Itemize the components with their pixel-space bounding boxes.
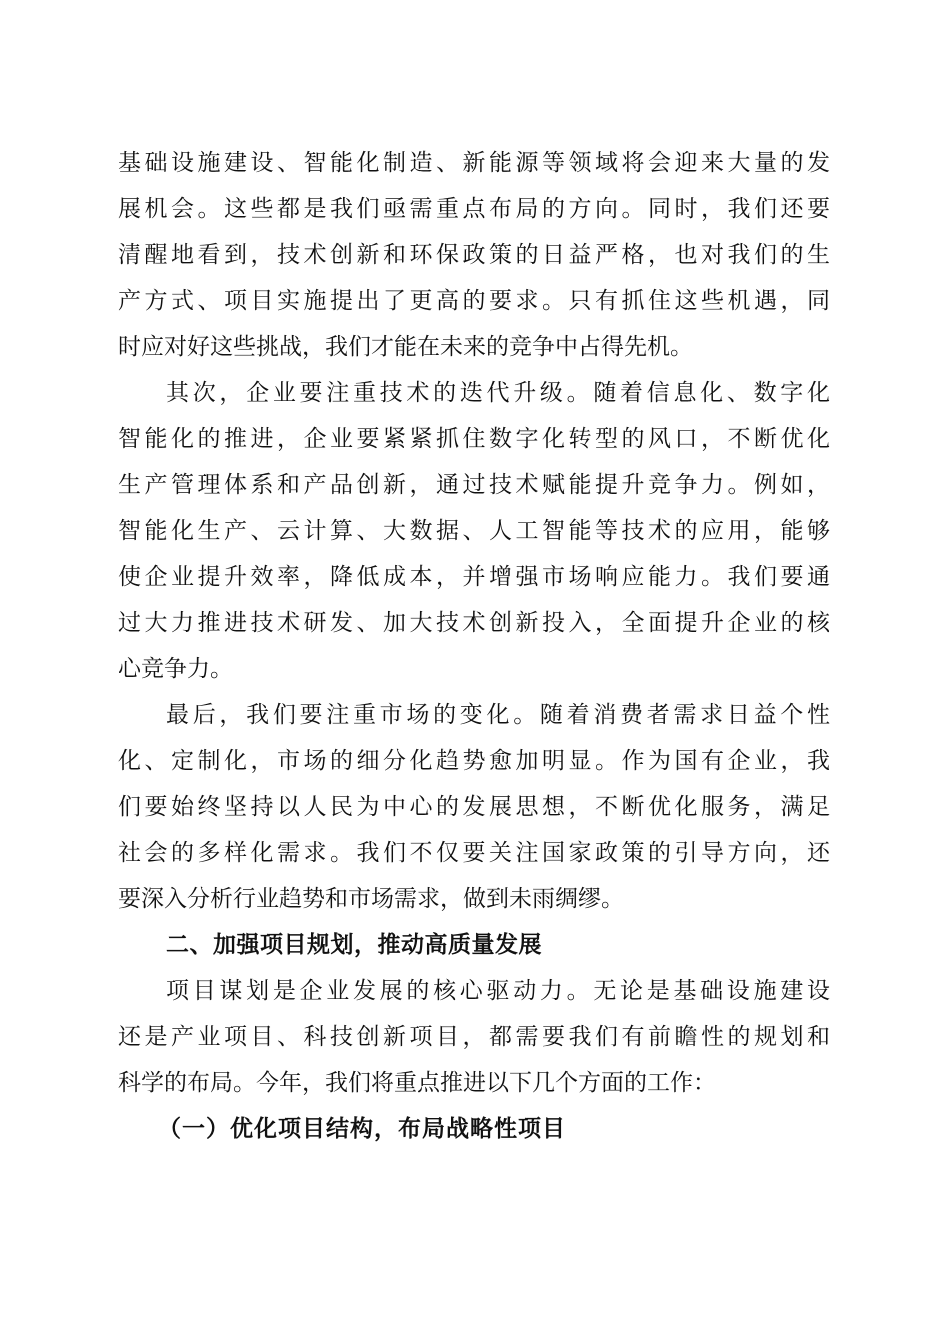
section-heading: 二、加强项目规划，推动高质量发展 (166, 932, 542, 958)
paragraph-2 (118, 370, 830, 692)
subsection-heading: （一）优化项目结构，布局战略性项目 (158, 1116, 566, 1142)
text-line: 生产管理体系和产品创新，通过技术赋能提升竞争力。例如， (118, 472, 830, 498)
text-line: 产方式、项目实施提出了更高的要求。只有抓住这些机遇，同 (118, 288, 830, 314)
paragraph-3 (118, 692, 830, 922)
text-line: 使企业提升效率，降低成本，并增强市场响应能力。我们要通 (118, 564, 830, 590)
text-line: 其次，企业要注重技术的迭代升级。随着信息化、数字化 (166, 380, 830, 406)
paragraph-4 (118, 968, 830, 1106)
text-line: 项目谋划是企业发展的核心驱动力。无论是基础设施建设 (166, 978, 830, 1004)
text-line: 清醒地看到，技术创新和环保政策的日益严格，也对我们的生 (118, 242, 830, 268)
text-line: 们要始终坚持以人民为中心的发展思想，不断优化服务，满足 (118, 794, 830, 820)
text-line: 化、定制化，市场的细分化趋势愈加明显。作为国有企业，我 (118, 748, 830, 774)
text-line: 科学的布局。今年，我们将重点推进以下几个方面的工作： (118, 1070, 716, 1096)
paragraph-1 (118, 140, 830, 370)
document-body (118, 140, 830, 1152)
text-line: 基础设施建设、智能化制造、新能源等领域将会迎来大量的发 (118, 150, 830, 176)
text-line: 智能化的推进，企业要紧紧抓住数字化转型的风口，不断优化 (118, 426, 830, 452)
text-line: 要深入分析行业趋势和市场需求，做到未雨绸缪。 (118, 886, 624, 912)
text-line: 过大力推进技术研发、加大技术创新投入，全面提升企业的核 (118, 610, 830, 636)
text-line: 展机会。这些都是我们亟需重点布局的方向。同时，我们还要 (118, 196, 830, 222)
text-line: 还是产业项目、科技创新项目，都需要我们有前瞻性的规划和 (118, 1024, 830, 1050)
text-line: 最后，我们要注重市场的变化。随着消费者需求日益个性 (166, 702, 830, 728)
text-line: 时应对好这些挑战，我们才能在未来的竞争中占得先机。 (118, 334, 693, 360)
text-line: 社会的多样化需求。我们不仅要关注国家政策的引导方向，还 (118, 840, 830, 866)
text-line: 智能化生产、云计算、大数据、人工智能等技术的应用，能够 (118, 518, 830, 544)
text-line: 心竞争力。 (118, 656, 233, 682)
